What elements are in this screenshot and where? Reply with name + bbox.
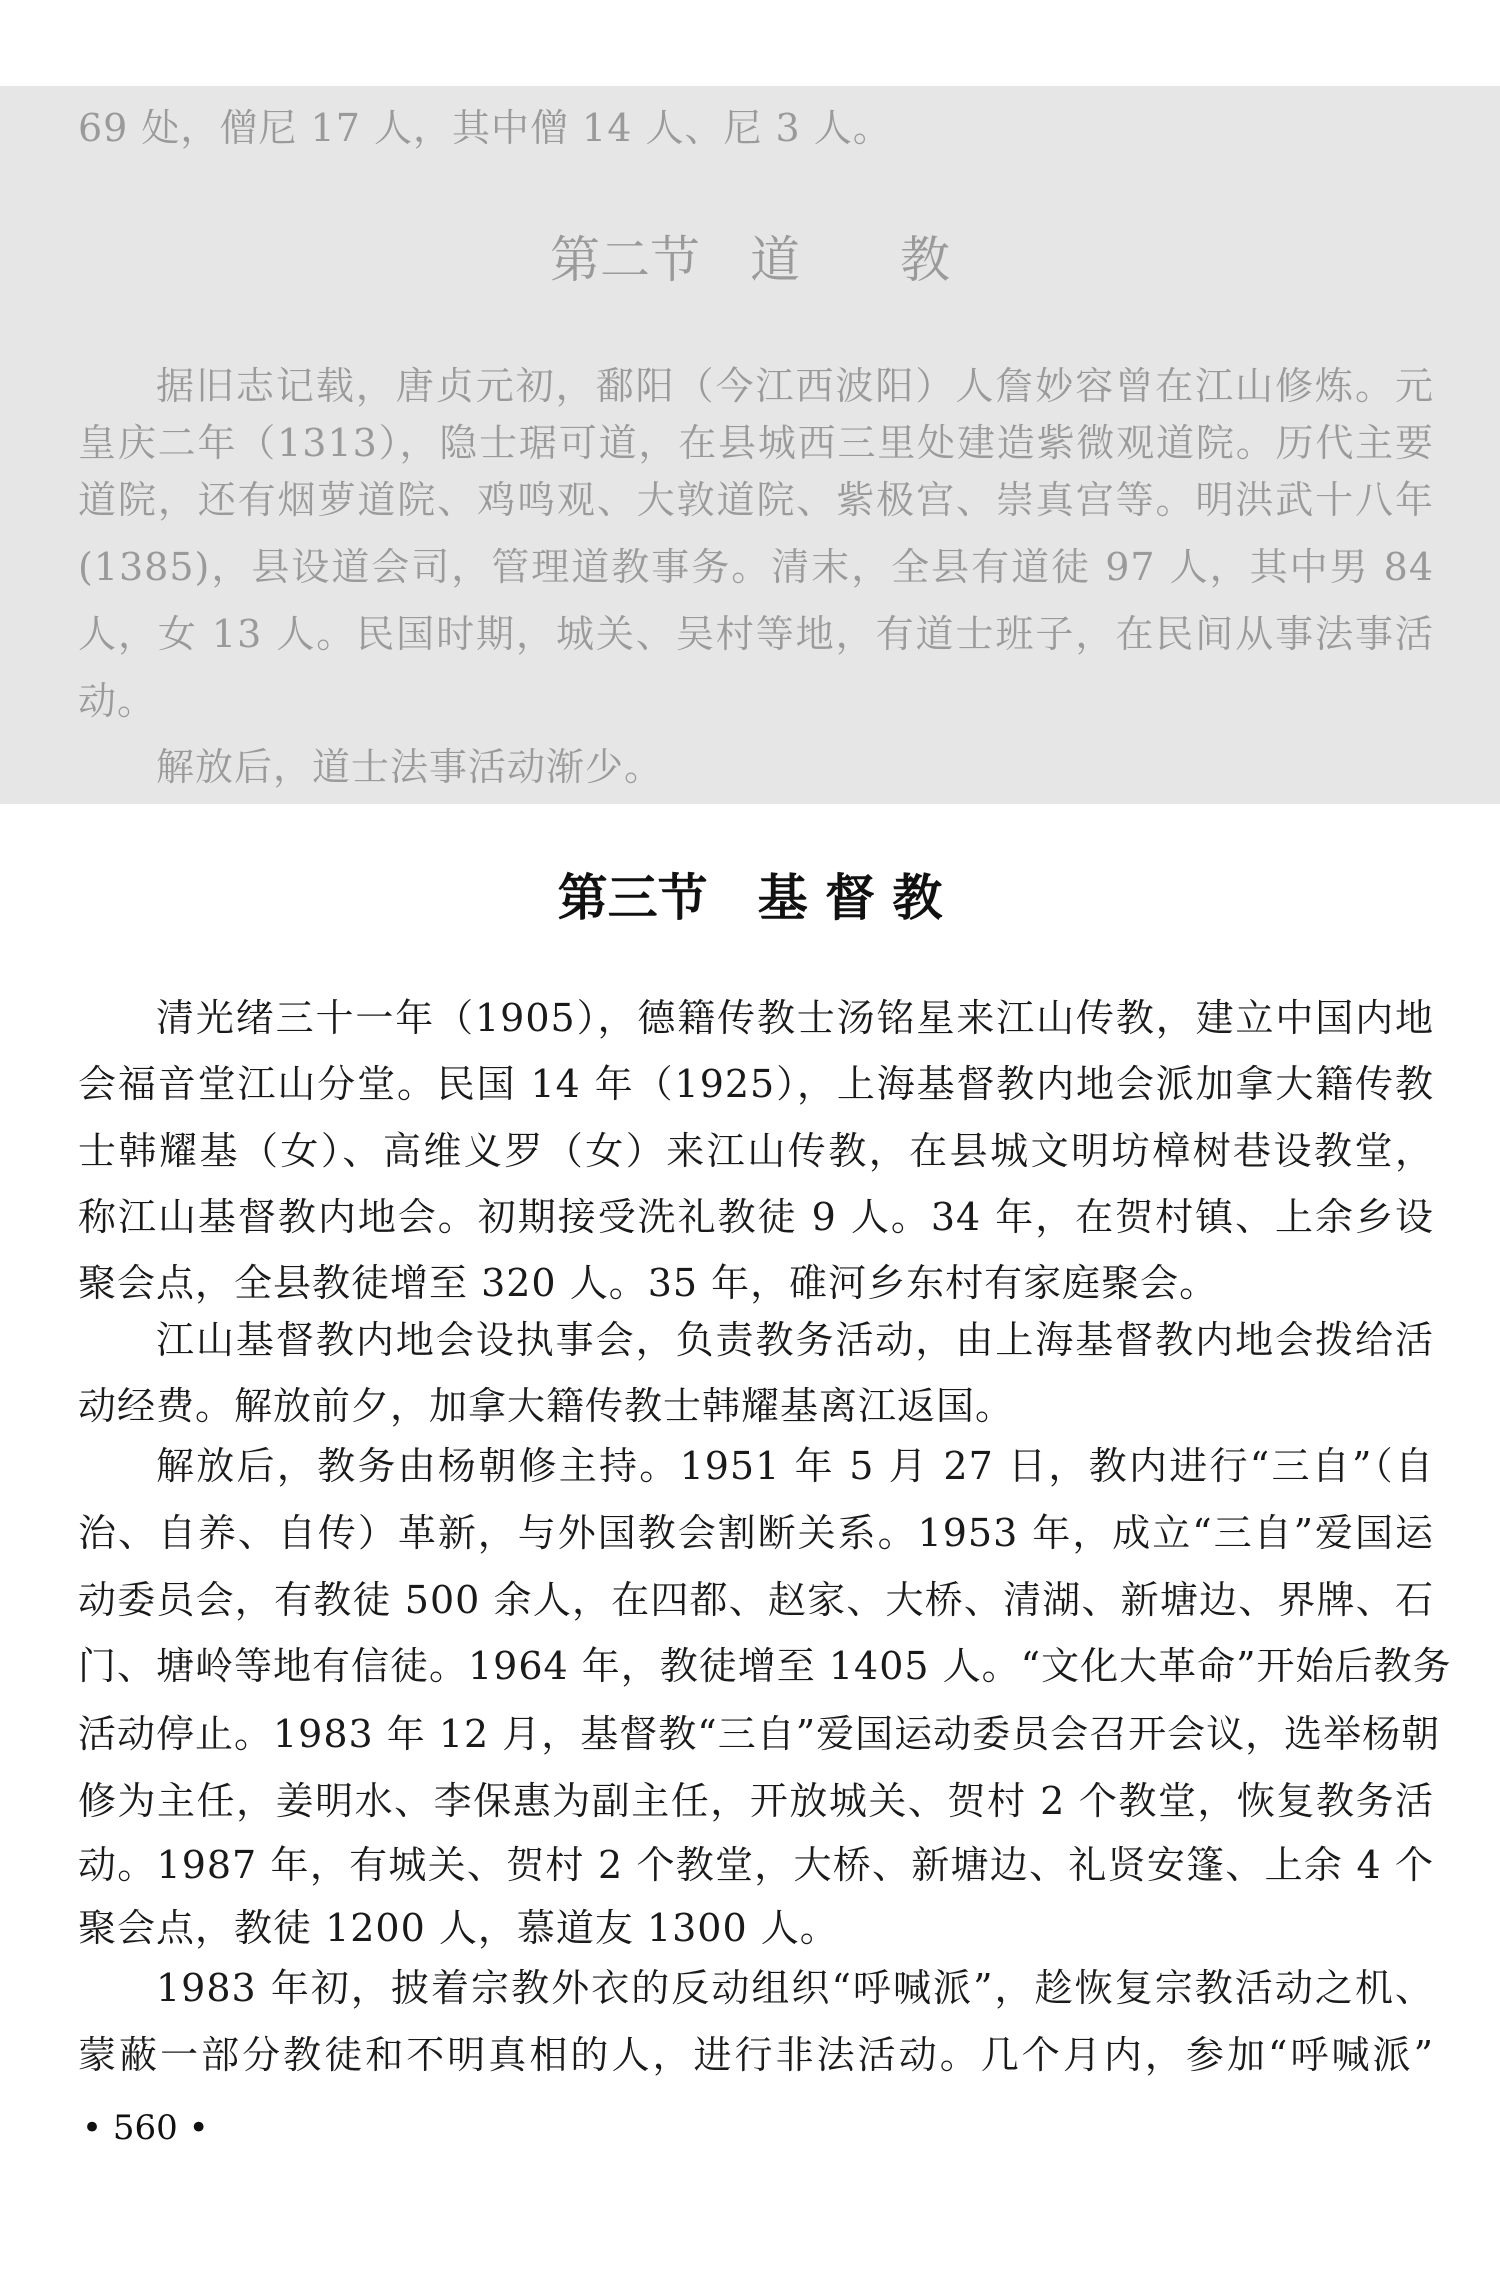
- s2-p1-line-2: 皇庆二年（1313），隐士琚可道，在县城西三里处建造紫微观道院。历代主要: [78, 421, 1434, 465]
- s3-p4-line-2: 蒙蔽一部分教徒和不明真相的人，进行非法活动。几个月内，参加“呼喊派”: [78, 2033, 1434, 2077]
- s3-p3-line-2: 治、自养、自传）革新，与外国教会割断关系。1953 年，成立“三自”爱国运: [78, 1511, 1434, 1555]
- s3-p2-line-1: 江山基督教内地会设执事会，负责教务活动，由上海基督教内地会拨给活: [156, 1318, 1434, 1362]
- s3-p2-line-2: 动经费。解放前夕，加拿大籍传教士韩耀基离江返国。: [78, 1384, 1015, 1428]
- s3-p1-line-1: 清光绪三十一年（1905），德籍传教士汤铭星来江山传教，建立中国内地: [156, 996, 1434, 1040]
- s2-p1-line-6: 动。: [78, 679, 157, 723]
- s3-p1-line-3: 士韩耀基（女）、高维义罗（女）来江山传教，在县城文明坊樟树巷设教堂，: [78, 1129, 1434, 1173]
- s3-p3-line-3: 动委员会，有教徒 500 余人，在四都、赵家、大桥、清湖、新塘边、界牌、石: [78, 1578, 1434, 1622]
- s3-p1-line-4: 称江山基督教内地会。初期接受洗礼教徒 9 人。34 年，在贺村镇、上余乡设: [78, 1195, 1434, 1239]
- s2-p1-line-1: 据旧志记载，唐贞元初，鄱阳（今江西波阳）人詹妙容曾在江山修炼。元: [156, 364, 1434, 408]
- s3-p4-line-1: 1983 年初，披着宗教外衣的反动组织“呼喊派”，趁恢复宗教活动之机、: [156, 1966, 1434, 2010]
- s3-p3-line-4: 门、塘岭等地有信徒。1964 年，教徒增至 1405 人。“文化大革命”开始后教务: [78, 1644, 1452, 1688]
- s3-p3-line-5: 活动停止。1983 年 12 月，基督教“三自”爱国运动委员会召开会议，选举杨朝: [78, 1712, 1441, 1756]
- section-2-heading: 第二节 道 教: [550, 231, 950, 289]
- s2-p1-line-5: 人，女 13 人。民国时期，城关、吴村等地，有道士班子，在民间从事法事活: [78, 612, 1434, 656]
- s3-p1-line-2: 会福音堂江山分堂。民国 14 年（1925），上海基督教内地会派加拿大籍传教: [78, 1062, 1434, 1106]
- s2-p1-line-4: (1385)，县设道会司，管理道教事务。清末，全县有道徒 97 人，其中男 84: [78, 545, 1434, 589]
- s3-p1-line-5: 聚会点，全县教徒增至 320 人。35 年，碓河乡东村有家庭聚会。: [78, 1261, 1219, 1305]
- s3-p3-line-8: 聚会点，教徒 1200 人，慕道友 1300 人。: [78, 1906, 839, 1950]
- s3-p3-line-1: 解放后，教务由杨朝修主持。1951 年 5 月 27 日，教内进行“三自”（自: [156, 1444, 1434, 1488]
- top-fragment-line: 69 处，僧尼 17 人，其中僧 14 人、尼 3 人。: [78, 106, 892, 150]
- s2-p1-line-3: 道院，还有烟萝道院、鸡鸣观、大敦道院、紫极宫、崇真宫等。明洪武十八年: [78, 478, 1434, 522]
- section-3-heading: 第三节 基 督 教: [557, 868, 943, 927]
- page-number: • 560 •: [82, 2108, 209, 2148]
- s3-p3-line-7: 动。1987 年，有城关、贺村 2 个教堂，大桥、新塘边、礼贤安篷、上余 4 个: [78, 1843, 1434, 1887]
- s3-p3-line-6: 修为主任，姜明水、李保惠为副主任，开放城关、贺村 2 个教堂，恢复教务活: [78, 1779, 1434, 1823]
- s2-p2-line-1: 解放后，道士法事活动渐少。: [156, 745, 664, 789]
